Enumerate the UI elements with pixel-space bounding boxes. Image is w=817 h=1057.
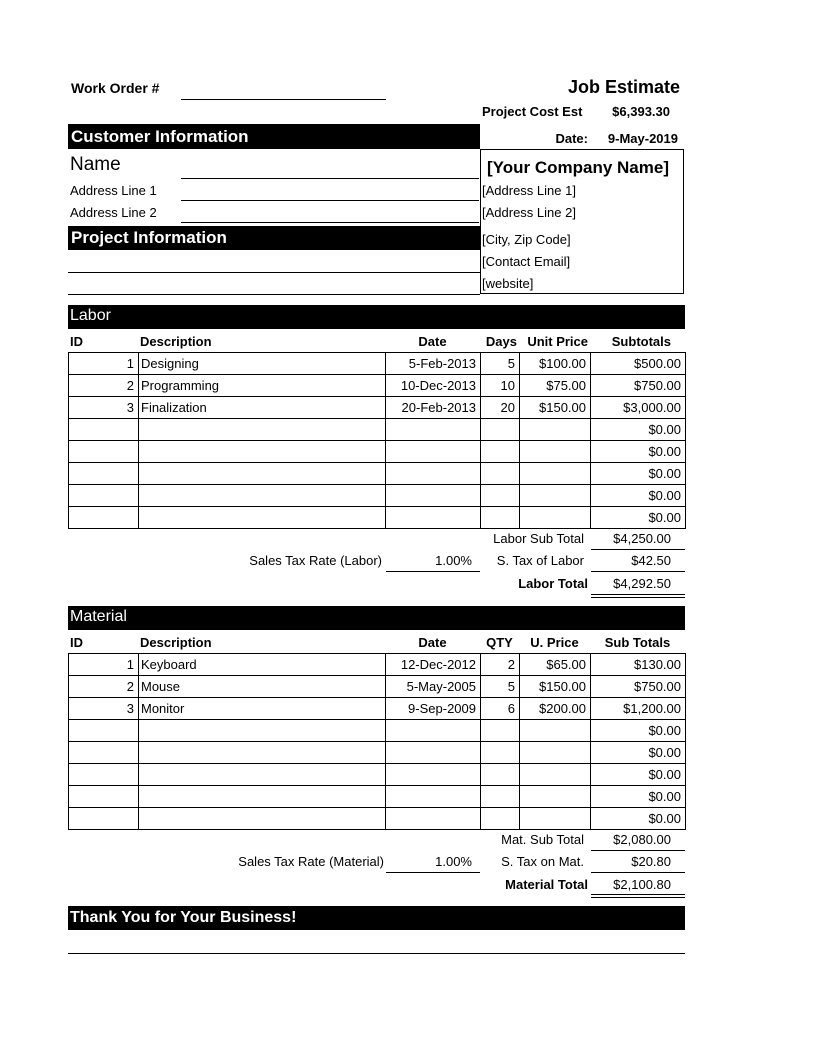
labor-tax-rate-value[interactable]: 1.00% bbox=[435, 553, 472, 568]
labor-cell-unit-price[interactable] bbox=[520, 419, 591, 441]
material-title: Material bbox=[70, 608, 127, 625]
company-address1: [Address Line 1] bbox=[482, 183, 576, 198]
labor-column-headers bbox=[68, 331, 685, 351]
labor-row bbox=[69, 375, 686, 397]
labor-row bbox=[69, 463, 686, 485]
material-col-unit-price: U. Price bbox=[530, 634, 579, 650]
address1-label: Address Line 1 bbox=[70, 183, 157, 198]
labor-cell-date[interactable] bbox=[386, 485, 481, 507]
labor-row bbox=[69, 353, 686, 375]
thank-you-banner bbox=[68, 906, 685, 930]
customer-name-label: Name bbox=[70, 154, 121, 175]
labor-tax-rule bbox=[591, 571, 685, 572]
material-cell-id[interactable] bbox=[69, 764, 139, 786]
material-total-rule-2 bbox=[591, 897, 685, 898]
material-cell-qty[interactable] bbox=[481, 764, 520, 786]
labor-col-subtotals: Subtotals bbox=[611, 333, 671, 349]
material-col-description: Description bbox=[140, 634, 212, 650]
labor-cell-id[interactable] bbox=[69, 485, 139, 507]
labor-cell-unit-price[interactable]: $75.00 bbox=[520, 375, 591, 397]
labor-cell-description[interactable] bbox=[139, 507, 386, 529]
material-col-date: Date bbox=[418, 634, 447, 650]
page-title: Job Estimate bbox=[567, 77, 680, 97]
labor-cell-unit-price[interactable] bbox=[520, 485, 591, 507]
material-cell-qty[interactable]: 2 bbox=[481, 654, 520, 676]
labor-row bbox=[69, 397, 686, 419]
cost-est-value: $6,393.30 bbox=[612, 104, 670, 119]
material-cell-date[interactable] bbox=[386, 720, 481, 742]
company-name: [Your Company Name] bbox=[487, 158, 669, 177]
cost-est-label: Project Cost Est bbox=[482, 104, 583, 119]
labor-subtotal-label: Labor Sub Total bbox=[493, 531, 584, 546]
material-cell-unit-price[interactable] bbox=[520, 742, 591, 764]
labor-cell-date[interactable] bbox=[386, 507, 481, 529]
material-cell-description[interactable] bbox=[139, 764, 386, 786]
labor-subtotal-rule bbox=[591, 549, 685, 550]
labor-row bbox=[69, 507, 686, 529]
labor-cell-id[interactable]: 2 bbox=[69, 375, 139, 397]
material-row bbox=[69, 654, 686, 676]
labor-cell-description[interactable]: Finalization bbox=[139, 397, 386, 419]
material-cell-date[interactable]: 5-May-2005 bbox=[386, 676, 481, 698]
labor-total-value: $4,292.50 bbox=[613, 576, 671, 591]
labor-col-description: Description bbox=[140, 333, 212, 349]
material-cell-description[interactable] bbox=[139, 808, 386, 830]
material-tax-rule bbox=[591, 872, 685, 873]
project-info-title: Project Information bbox=[71, 228, 227, 247]
material-tax-value: $20.80 bbox=[631, 854, 671, 869]
labor-cell-date[interactable]: 20-Feb-2013 bbox=[386, 397, 481, 419]
material-cell-qty[interactable]: 6 bbox=[481, 698, 520, 720]
labor-cell-description[interactable] bbox=[139, 463, 386, 485]
material-cell-id[interactable] bbox=[69, 720, 139, 742]
project-info-header bbox=[68, 226, 480, 250]
labor-tax-rate-rule bbox=[386, 571, 480, 572]
labor-subtotal-value: $4,250.00 bbox=[613, 531, 671, 546]
material-row bbox=[69, 676, 686, 698]
labor-title: Labor bbox=[70, 307, 111, 324]
labor-cell-description[interactable]: Designing bbox=[139, 353, 386, 375]
labor-cell-date[interactable]: 5-Feb-2013 bbox=[386, 353, 481, 375]
labor-cell-date[interactable] bbox=[386, 441, 481, 463]
material-cell-id[interactable] bbox=[69, 786, 139, 808]
material-cell-description[interactable]: Monitor bbox=[139, 698, 386, 720]
labor-cell-qty[interactable]: 20 bbox=[481, 397, 520, 419]
labor-cell-description[interactable]: Programming bbox=[139, 375, 386, 397]
material-tax-rate-value[interactable]: 1.00% bbox=[435, 854, 472, 869]
company-address2: [Address Line 2] bbox=[482, 205, 576, 220]
labor-cell-subtotal: $750.00 bbox=[591, 375, 686, 397]
material-row bbox=[69, 742, 686, 764]
address1-field[interactable] bbox=[181, 200, 479, 201]
project-info-line-1[interactable] bbox=[68, 272, 480, 273]
material-cell-subtotal: $1,200.00 bbox=[591, 698, 686, 720]
labor-cell-date[interactable] bbox=[386, 463, 481, 485]
labor-cell-unit-price[interactable]: $150.00 bbox=[520, 397, 591, 419]
material-cell-id[interactable]: 3 bbox=[69, 698, 139, 720]
labor-col-days: Days bbox=[485, 333, 517, 349]
labor-row bbox=[69, 441, 686, 463]
material-cell-date[interactable] bbox=[386, 808, 481, 830]
material-col-qty: QTY bbox=[486, 634, 513, 650]
labor-table bbox=[68, 352, 686, 529]
labor-cell-subtotal: $0.00 bbox=[591, 419, 686, 441]
labor-cell-unit-price[interactable] bbox=[520, 441, 591, 463]
material-col-id: ID bbox=[70, 634, 83, 650]
labor-header bbox=[68, 305, 685, 329]
labor-tax-value: $42.50 bbox=[631, 553, 671, 568]
material-cell-qty[interactable]: 5 bbox=[481, 676, 520, 698]
labor-cell-id[interactable] bbox=[69, 419, 139, 441]
material-tax-rate-rule bbox=[386, 872, 480, 873]
labor-total-label: Labor Total bbox=[518, 576, 588, 591]
labor-cell-subtotal: $500.00 bbox=[591, 353, 686, 375]
labor-tax-rate-label: Sales Tax Rate (Labor) bbox=[249, 553, 382, 568]
material-row bbox=[69, 698, 686, 720]
work-order-field[interactable] bbox=[181, 99, 386, 100]
labor-cell-description[interactable] bbox=[139, 419, 386, 441]
material-cell-subtotal: $0.00 bbox=[591, 764, 686, 786]
material-cell-qty[interactable] bbox=[481, 808, 520, 830]
work-order-label: Work Order # bbox=[71, 80, 160, 96]
material-cell-unit-price[interactable] bbox=[520, 764, 591, 786]
labor-cell-subtotal: $0.00 bbox=[591, 441, 686, 463]
material-column-headers bbox=[68, 632, 685, 652]
material-cell-id[interactable] bbox=[69, 808, 139, 830]
labor-cell-subtotal: $3,000.00 bbox=[591, 397, 686, 419]
labor-total-rule-1 bbox=[591, 594, 685, 595]
material-cell-subtotal: $130.00 bbox=[591, 654, 686, 676]
customer-info-title: Customer Information bbox=[71, 127, 249, 146]
labor-col-id: ID bbox=[70, 333, 83, 349]
address2-label: Address Line 2 bbox=[70, 205, 157, 220]
labor-cell-qty[interactable]: 5 bbox=[481, 353, 520, 375]
material-cell-unit-price[interactable] bbox=[520, 808, 591, 830]
labor-cell-description[interactable] bbox=[139, 485, 386, 507]
material-cell-id[interactable]: 1 bbox=[69, 654, 139, 676]
material-cell-description[interactable] bbox=[139, 720, 386, 742]
company-city-zip: [City, Zip Code] bbox=[482, 232, 571, 247]
material-table bbox=[68, 653, 686, 830]
labor-cell-id[interactable] bbox=[69, 441, 139, 463]
labor-cell-qty[interactable] bbox=[481, 507, 520, 529]
material-cell-qty[interactable] bbox=[481, 742, 520, 764]
material-total-rule-1 bbox=[591, 894, 685, 895]
labor-cell-unit-price[interactable] bbox=[520, 507, 591, 529]
material-tax-label: S. Tax on Mat. bbox=[501, 854, 584, 869]
material-total-value: $2,100.80 bbox=[613, 877, 671, 892]
company-email: [Contact Email] bbox=[482, 254, 571, 269]
material-cell-unit-price[interactable] bbox=[520, 720, 591, 742]
material-cell-description[interactable]: Mouse bbox=[139, 676, 386, 698]
material-row bbox=[69, 764, 686, 786]
project-info-line-2[interactable] bbox=[68, 294, 480, 295]
labor-row bbox=[69, 485, 686, 507]
material-header bbox=[68, 606, 685, 630]
material-cell-id[interactable] bbox=[69, 742, 139, 764]
customer-info-header bbox=[68, 124, 480, 149]
labor-cell-qty[interactable] bbox=[481, 485, 520, 507]
labor-cell-subtotal: $0.00 bbox=[591, 507, 686, 529]
material-subtotal-label: Mat. Sub Total bbox=[501, 832, 584, 847]
labor-cell-description[interactable] bbox=[139, 441, 386, 463]
labor-cell-qty[interactable]: 10 bbox=[481, 375, 520, 397]
material-cell-qty[interactable] bbox=[481, 720, 520, 742]
date-label: Date: bbox=[555, 131, 588, 146]
material-cell-description[interactable] bbox=[139, 786, 386, 808]
material-cell-subtotal: $0.00 bbox=[591, 720, 686, 742]
thank-you-text: Thank You for Your Business! bbox=[70, 909, 297, 926]
labor-cell-subtotal: $0.00 bbox=[591, 463, 686, 485]
footer-rule bbox=[68, 953, 685, 954]
labor-cell-unit-price[interactable]: $100.00 bbox=[520, 353, 591, 375]
material-cell-subtotal: $750.00 bbox=[591, 676, 686, 698]
labor-row bbox=[69, 419, 686, 441]
material-cell-date[interactable]: 9-Sep-2009 bbox=[386, 698, 481, 720]
material-col-subtotals: Sub Totals bbox=[604, 634, 671, 650]
material-cell-unit-price[interactable] bbox=[520, 786, 591, 808]
material-cell-unit-price[interactable]: $200.00 bbox=[520, 698, 591, 720]
date-value: 9-May-2019 bbox=[607, 131, 678, 146]
material-cell-qty[interactable] bbox=[481, 786, 520, 808]
labor-cell-qty[interactable] bbox=[481, 463, 520, 485]
labor-cell-qty[interactable] bbox=[481, 419, 520, 441]
labor-col-unit-price: Unit Price bbox=[527, 333, 588, 349]
labor-cell-id[interactable]: 1 bbox=[69, 353, 139, 375]
labor-cell-id[interactable]: 3 bbox=[69, 397, 139, 419]
labor-cell-date[interactable]: 10-Dec-2013 bbox=[386, 375, 481, 397]
material-total-label: Material Total bbox=[505, 877, 588, 892]
material-cell-description[interactable] bbox=[139, 742, 386, 764]
material-row bbox=[69, 786, 686, 808]
labor-cell-date[interactable] bbox=[386, 419, 481, 441]
labor-cell-unit-price[interactable] bbox=[520, 463, 591, 485]
material-subtotal-value: $2,080.00 bbox=[613, 832, 671, 847]
material-row bbox=[69, 808, 686, 830]
customer-name-field[interactable] bbox=[181, 178, 479, 179]
material-cell-unit-price[interactable]: $150.00 bbox=[520, 676, 591, 698]
material-cell-date[interactable]: 12-Dec-2012 bbox=[386, 654, 481, 676]
material-row bbox=[69, 720, 686, 742]
labor-total-rule-2 bbox=[591, 597, 685, 598]
material-cell-unit-price[interactable]: $65.00 bbox=[520, 654, 591, 676]
material-cell-subtotal: $0.00 bbox=[591, 808, 686, 830]
labor-cell-subtotal: $0.00 bbox=[591, 485, 686, 507]
labor-tax-label: S. Tax of Labor bbox=[496, 553, 584, 568]
company-website: [website] bbox=[482, 276, 534, 291]
labor-cell-id[interactable] bbox=[69, 507, 139, 529]
material-cell-subtotal: $0.00 bbox=[591, 742, 686, 764]
material-tax-rate-label: Sales Tax Rate (Material) bbox=[238, 854, 384, 869]
material-cell-subtotal: $0.00 bbox=[591, 786, 686, 808]
material-cell-date[interactable] bbox=[386, 786, 481, 808]
address2-field[interactable] bbox=[181, 222, 479, 223]
material-cell-date[interactable] bbox=[386, 742, 481, 764]
labor-col-date: Date bbox=[418, 333, 447, 349]
labor-cell-id[interactable] bbox=[69, 463, 139, 485]
material-cell-date[interactable] bbox=[386, 764, 481, 786]
material-cell-description[interactable]: Keyboard bbox=[139, 654, 386, 676]
material-subtotal-rule bbox=[591, 850, 685, 851]
material-cell-id[interactable]: 2 bbox=[69, 676, 139, 698]
labor-cell-qty[interactable] bbox=[481, 441, 520, 463]
